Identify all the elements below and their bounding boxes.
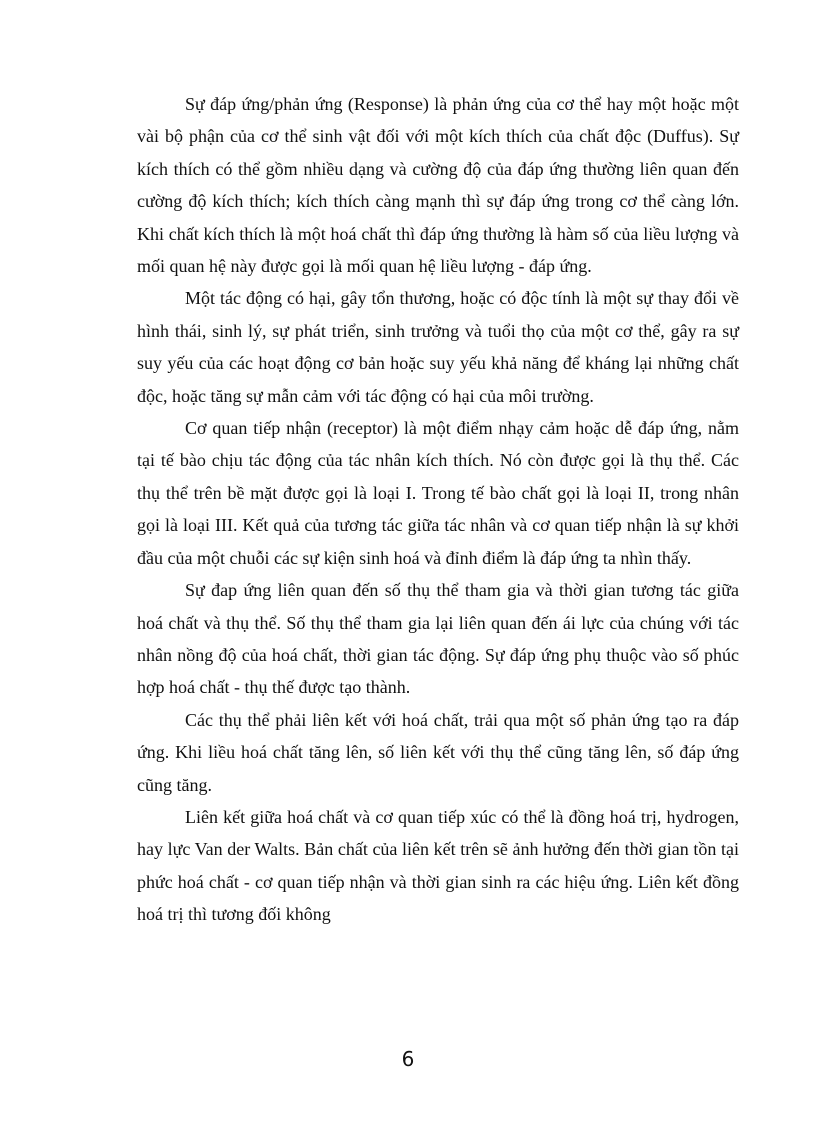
page-number: 6 [401,1047,415,1071]
paragraph-response-definition: Sự đáp ứng/phản ứng (Response) là phản ứng của cơ thể hay một hoặc một vài bộ phận của cơ thể sinh vật đối với một kích thích của chất độc (Duffus). Sự kích thích có thể gồm nhiều dạng và cường độ của đáp ứng thường liên quan đến cường độ kích thích; kích thích càng mạnh thì sự đáp ứng trong cơ thể càng lớn. Khi chất kích thích là một hoá chất thì đáp ứng thường là hàm số của liều lượng và mối quan hệ này được gọi là mối quan hệ liều lượng - đáp ứng. [137,94,739,277]
paragraph-bond-types: Liên kết giữa hoá chất và cơ quan tiếp xúc có thể là đồng hoá trị, hydrogen, hay lực Van der Walts. Bản chất của liên kết trên sẽ ảnh hưởng đến thời gian tồn tại phức hoá chất - cơ quan tiếp nhận và thời gian sinh ra các hiệu ứng. Liên kết đồng hoá trị thì tương đối không [137,806,739,925]
paragraph-dose-binding: Các thụ thể phải liên kết với hoá chất, trải qua một số phản ứng tạo ra đáp ứng. Khi liều hoá chất tăng lên, số liên kết với thụ thể cũng tăng lên, số đáp ứng cũng tăng. [137,709,739,795]
paragraph-receptor-interaction: Sự đap ứng liên quan đến số thụ thể tham gia và thời gian tương tác giữa hoá chất và thụ thể. Số thụ thể tham gia lại liên quan đến ái lực của chúng với tác nhân nồng độ của hoá chất, thời gian tác động. Sự đáp ứng phụ thuộc vào số phúc hợp hoá chất - thụ thế được tạo thành. [137,580,739,698]
document-page [137,88,739,931]
paragraph-receptor: Cơ quan tiếp nhận (receptor) là một điểm nhạy cảm hoặc dễ đáp ứng, nằm tại tế bào chịu tác động của tác nhân kích thích. Nó còn được gọi là thụ thể. Các thụ thể trên bề mặt được gọi là loại I. Trong tế bào chất gọi là loại II, trong nhân gọi là loại III. Kết quả của tương tác giữa tác nhân và cơ quan tiếp nhận là sự khởi đầu của một chuỗi các sự kiện sinh hoá và đỉnh điểm là đáp ứng ta nhìn thấy. [137,418,739,568]
paragraph-adverse-effect: Một tác động có hại, gây tổn thương, hoặc có độc tính là một sự thay đổi về hình thái, sinh lý, sự phát triển, sinh trưởng và tuổi thọ của một cơ thể, gây ra sự suy yếu của các hoạt động cơ bản hoặc suy yếu khả năng để kháng lại những chất độc, hoặc tăng sự mẫn cảm với tác động có hại của môi trường. [137,288,739,406]
